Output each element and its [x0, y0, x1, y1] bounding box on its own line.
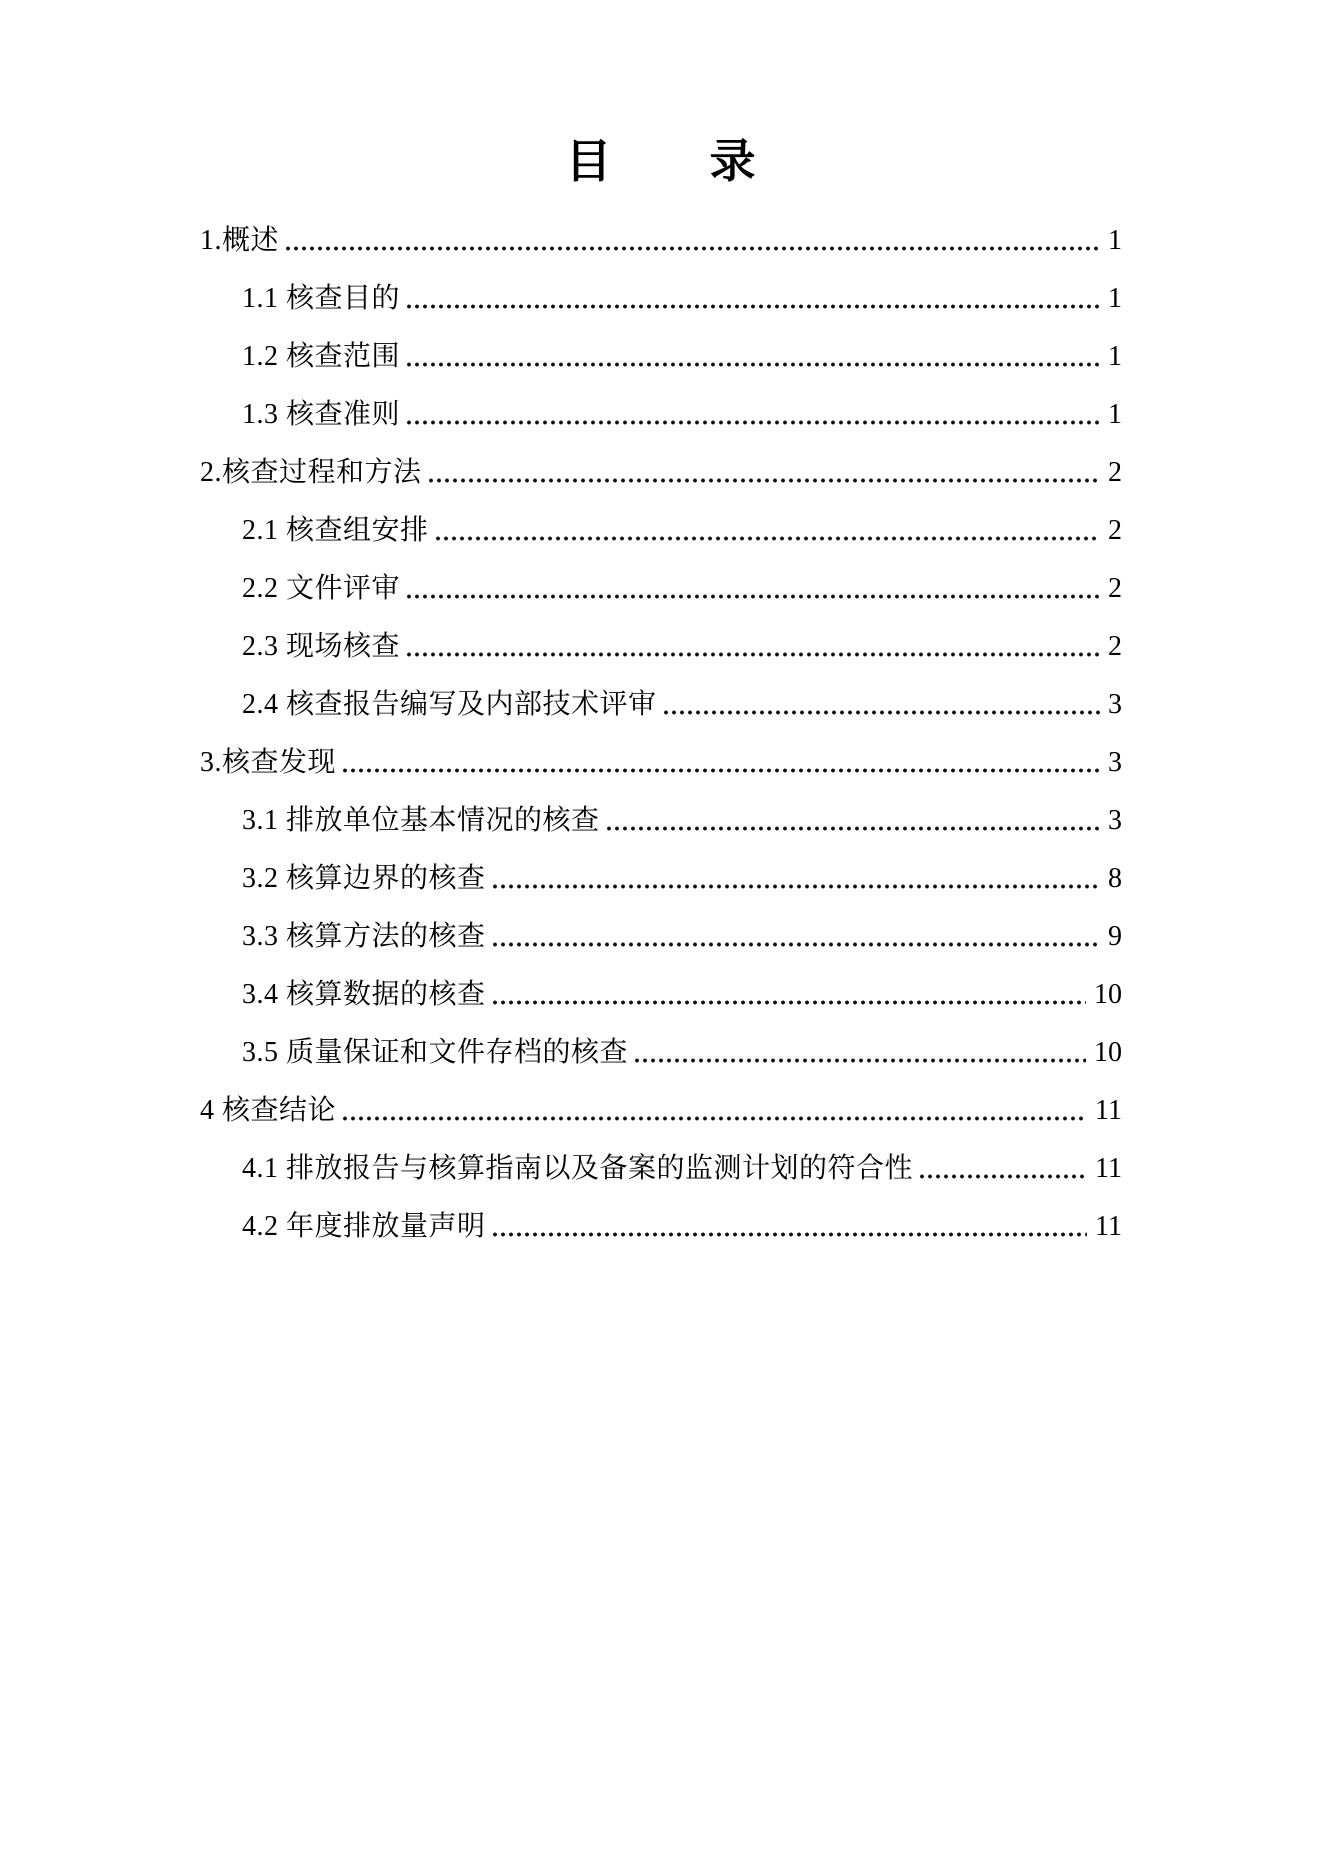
dot-leader	[400, 618, 1105, 676]
dot-leader	[279, 212, 1105, 270]
toc-entry-page: 2	[1108, 457, 1122, 488]
toc-entry[interactable]	[200, 444, 1122, 502]
dot-leader	[400, 328, 1105, 386]
dot-leader	[400, 270, 1105, 328]
toc-entry-page: 3	[1108, 805, 1122, 836]
toc-entry-page: 1	[1108, 341, 1122, 372]
dot-leader	[486, 908, 1105, 966]
toc-entry[interactable]	[242, 676, 1122, 734]
toc-entry[interactable]	[242, 908, 1122, 966]
dot-leader	[400, 386, 1105, 444]
toc-entry-page: 1	[1108, 283, 1122, 314]
toc-entry-page: 10	[1094, 979, 1122, 1010]
dot-leader	[336, 734, 1105, 792]
dot-leader	[913, 1140, 1092, 1198]
toc-entry[interactable]	[242, 1024, 1122, 1082]
toc-entry-label: 2.核查过程和方法	[200, 457, 422, 488]
toc-entry[interactable]	[242, 328, 1122, 386]
toc-entry-page: 2	[1108, 631, 1122, 662]
toc-entry-label: 1.2 核查范围	[242, 341, 401, 372]
dot-leader	[486, 966, 1091, 1024]
toc-entry-label: 4.1 排放报告与核算指南以及备案的监测计划的符合性	[242, 1153, 914, 1184]
toc-entry-label: 2.4 核查报告编写及内部技术评审	[242, 689, 657, 720]
dot-leader	[657, 676, 1105, 734]
toc-entry-page: 2	[1108, 515, 1122, 546]
toc-entry-page: 8	[1108, 863, 1122, 894]
toc-entry-label: 3.1 排放单位基本情况的核查	[242, 805, 600, 836]
toc-entry[interactable]	[200, 734, 1122, 792]
toc-entry-page: 10	[1094, 1037, 1122, 1068]
toc-entry-label: 3.3 核算方法的核查	[242, 921, 486, 952]
toc-entry-label: 4.2 年度排放量声明	[242, 1211, 486, 1242]
toc-entry-page: 3	[1108, 689, 1122, 720]
toc-entry-label: 4 核查结论	[200, 1095, 337, 1126]
toc-entry-label: 1.1 核查目的	[242, 283, 401, 314]
dot-leader	[600, 792, 1105, 850]
toc-entry-page: 9	[1108, 921, 1122, 952]
toc-entry-page: 2	[1108, 573, 1122, 604]
dot-leader	[400, 560, 1105, 618]
toc-entry[interactable]	[242, 270, 1122, 328]
toc-entry[interactable]	[200, 1082, 1122, 1140]
toc-entry[interactable]	[242, 618, 1122, 676]
toc-entry-page: 1	[1108, 399, 1122, 430]
toc-entry[interactable]	[242, 792, 1122, 850]
toc-entry-label: 3.2 核算边界的核查	[242, 863, 486, 894]
toc-entry-page: 11	[1095, 1153, 1122, 1184]
toc-entry-label: 3.核查发现	[200, 747, 337, 778]
toc-list	[0, 212, 1323, 1256]
toc-entry[interactable]	[242, 386, 1122, 444]
dot-leader	[336, 1082, 1092, 1140]
toc-entry[interactable]	[242, 1198, 1122, 1256]
toc-entry-label: 1.3 核查准则	[242, 399, 401, 430]
toc-entry[interactable]	[200, 212, 1122, 270]
toc-entry-label: 3.5 质量保证和文件存档的核查	[242, 1037, 629, 1068]
toc-entry-label: 1.概述	[200, 225, 280, 256]
toc-entry[interactable]	[242, 850, 1122, 908]
toc-entry-page: 11	[1095, 1211, 1122, 1242]
toc-entry-page: 1	[1108, 225, 1122, 256]
dot-leader	[628, 1024, 1091, 1082]
toc-entry[interactable]	[242, 560, 1122, 618]
page-title: 目 录	[565, 136, 758, 187]
toc-entry[interactable]	[242, 1140, 1122, 1198]
dot-leader	[486, 850, 1105, 908]
dot-leader	[486, 1198, 1093, 1256]
toc-entry[interactable]	[242, 502, 1122, 560]
toc-entry-label: 2.1 核查组安排	[242, 515, 429, 546]
toc-entry-label: 3.4 核算数据的核查	[242, 979, 486, 1010]
toc-entry-label: 2.3 现场核查	[242, 631, 401, 662]
toc-entry-page: 3	[1108, 747, 1122, 778]
dot-leader	[429, 502, 1105, 560]
toc-entry-page: 11	[1095, 1095, 1122, 1126]
toc-entry[interactable]	[242, 966, 1122, 1024]
dot-leader	[422, 444, 1105, 502]
toc-entry-label: 2.2 文件评审	[242, 573, 401, 604]
